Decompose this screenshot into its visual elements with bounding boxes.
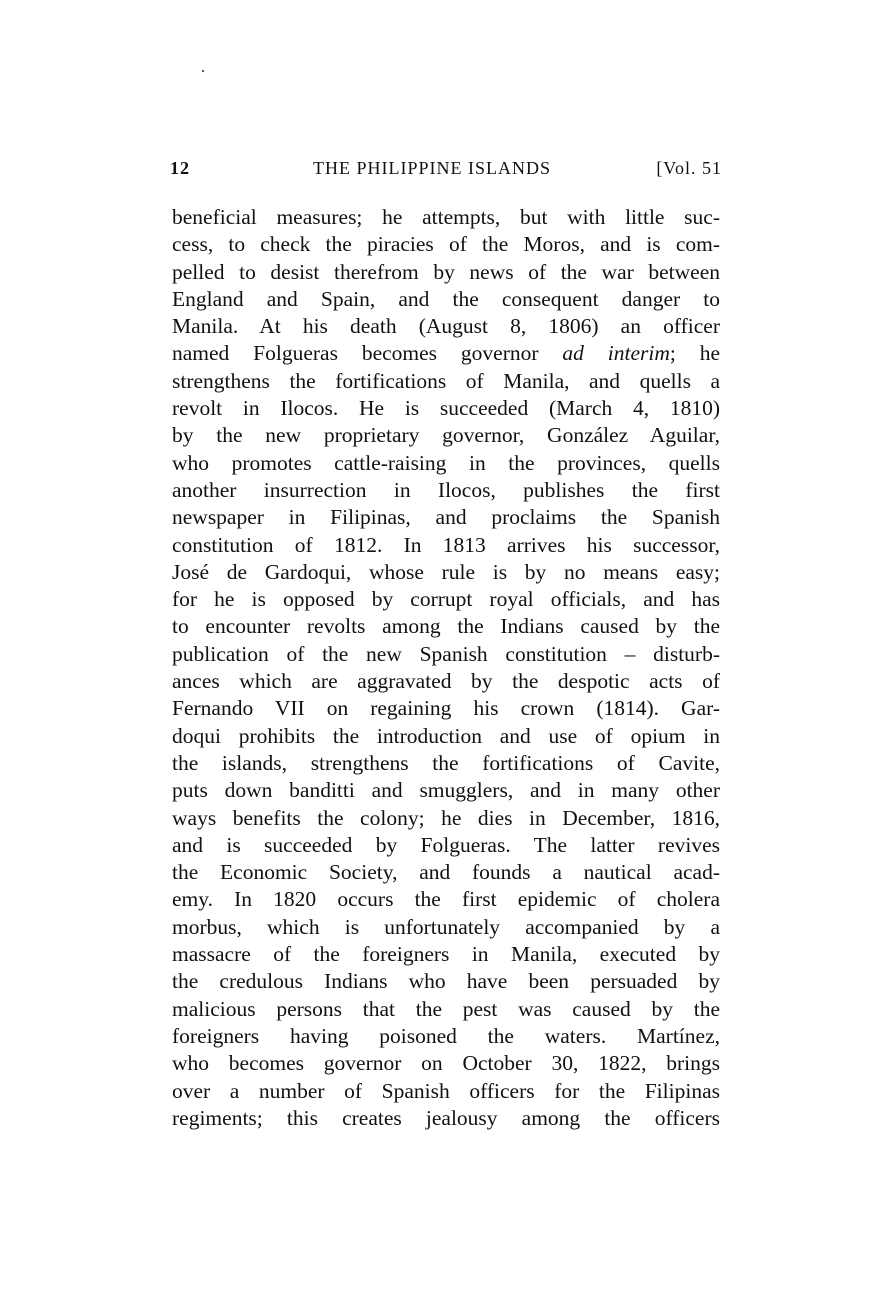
text-line: puts down banditti and smugglers, and in many other [172,778,720,803]
text-line: cess, to check the piracies of the Moros, and is com- [172,232,720,257]
text-line: beneficial measures; he attempts, but with little suc- [172,205,720,229]
text-line [172,340,720,367]
text-segment: ; he [669,341,720,366]
text-line: to encounter revolts among the Indians caused by the [172,614,720,639]
text-line: Fernando VII on regaining his crown (1814). Gar- [172,696,720,721]
text-segment: named Folgueras becomes governor [172,341,563,366]
text-line: who promotes cattle-raising in the provinces, quells [172,450,720,475]
running-title: THE PHILIPPINE ISLANDS [313,158,551,178]
text-line: José de Gardoqui, whose rule is by no means easy; [172,559,720,584]
running-head [170,158,722,188]
text-line: constitution of 1812. In 1813 arrives his successor, [172,532,720,557]
text-line: the credulous Indians who have been persuaded by [172,969,720,994]
text-line: and is succeeded by Folgueras. The latter revives [172,832,720,857]
text-line: regiments; this creates jealousy among the officers [172,1105,720,1130]
text-line: malicious persons that the pest was caused by the [172,996,720,1021]
text-line: revolt in Ilocos. He is succeeded (March 4, 1810) [172,396,720,421]
text-line: strengthens the fortifications of Manila, and quells a [172,368,720,393]
text-line: morbus, which is unfortunately accompanied by a [172,914,720,939]
text-line: England and Spain, and the consequent danger to [172,286,720,311]
text-line: the islands, strengthens the fortifications of Cavite, [172,750,720,775]
text-line: emy. In 1820 occurs the first epidemic of cholera [172,887,720,912]
body-text [172,204,720,1132]
page-number: 12 [170,158,190,178]
text-line: pelled to desist therefrom by news of the war between [172,259,720,284]
text-line: by the new proprietary governor, González Aguilar, [172,423,720,448]
text-line: ways benefits the colony; he dies in December, 1816, [172,805,720,830]
italic-phrase: ad interim [562,341,670,366]
text-line: foreigners having poisoned the waters. Martínez, [172,1023,720,1048]
text-line: newspaper in Filipinas, and proclaims the Spanish [172,505,720,530]
text-line: doqui prohibits the introduction and use of opium in [172,723,720,748]
volume-label: [Vol. 51 [656,158,722,178]
text-line: who becomes governor on October 30, 1822, brings [172,1051,720,1076]
text-line: massacre of the foreigners in Manila, executed by [172,942,720,967]
text-line: ances which are aggravated by the despotic acts of [172,669,720,694]
text-line: another insurrection in Ilocos, publishes the first [172,477,720,502]
text-line: for he is opposed by corrupt royal officials, and has [172,587,720,612]
scan-speck [202,70,204,72]
text-line: publication of the new Spanish constitution – disturb- [172,641,720,666]
text-line: the Economic Society, and founds a nautical acad- [172,860,720,885]
text-line: over a number of Spanish officers for the Filipinas [172,1078,720,1103]
text-line: Manila. At his death (August 8, 1806) an officer [172,314,720,339]
